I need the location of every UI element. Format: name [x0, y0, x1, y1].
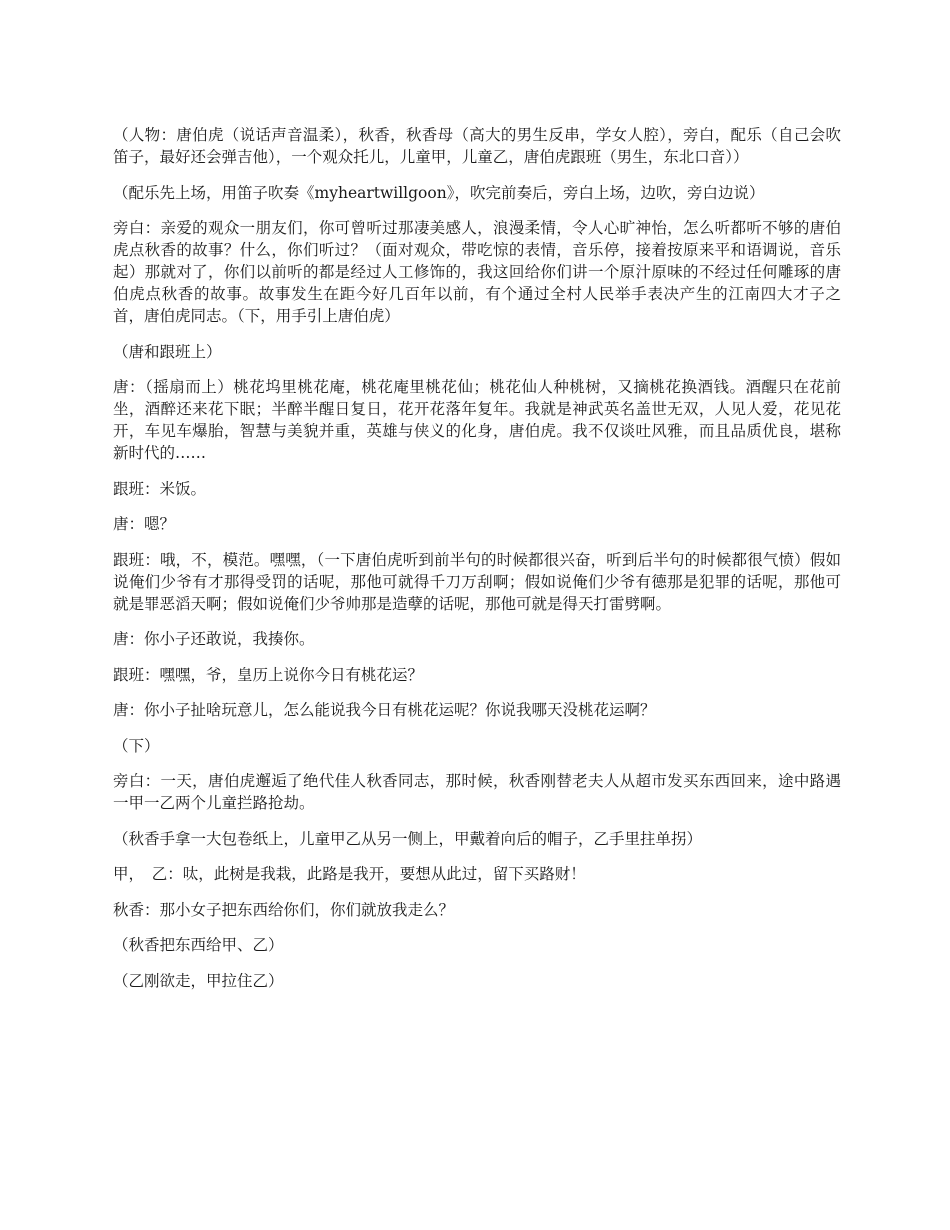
document-body [113, 124, 841, 1005]
paragraph: 唐：（摇扇而上）桃花坞里桃花庵，桃花庵里桃花仙；桃花仙人种桃树，又摘桃花换酒钱。酒醒只在花前坐，酒醉还来花下眠；半醉半醒日复日，花开花落年复年。我就是神武英名盖世无双，人见人爱，花见花开，车见车爆胎，智慧与美貌并重，英雄与侠义的化身，唐伯虎。我不仅谈吐风雅，而且品质优良，堪称新时代的…… [113, 378, 841, 462]
paragraph: （乙刚欲走，甲拉住乙） [113, 971, 284, 990]
paragraph: 旁白：一天，唐伯虎邂逅了绝代佳人秋香同志，那时候，秋香刚替老夫人从超市发买东西回来，途中路遇一甲一乙两个儿童拦路抢劫。 [113, 772, 841, 812]
paragraph: 跟班：哦，不，模范。嘿嘿，（一下唐伯虎听到前半句的时候都很兴奋，听到后半句的时候都很气愤）假如说俺们少爷有才那得受罚的话呢，那他可就得千刀万刮啊；假如说俺们少爷有德那是犯罪的话呢，那他可就是罪恶滔天啊；假如说俺们少爷帅那是造孽的话呢，那他可就是得天打雷劈啊。 [113, 550, 841, 613]
paragraph: （唐和跟班上） [113, 342, 222, 361]
paragraph: 跟班：嘿嘿，爷，皇历上说你今日有桃花运？ [113, 665, 424, 684]
paragraph: 旁白：亲爱的观众一朋友们，你可曾听过那凄美感人，浪漫柔情，令人心旷神怡，怎么听都听不够的唐伯虎点秋香的故事？什么，你们听过？（面对观众，带吃惊的表情，音乐停，接着按原来平和语调说，音乐起）那就对了，你们以前听的都是经过人工修饰的，我这回给你们讲一个原汁原味的不经过任何雕琢的唐伯虎点秋香的故事。故事发生在距今好几百年以前，有个通过全村人民举手表决产生的江南四大才子之首，唐伯虎同志。（下，用手引上唐伯虎） [113, 219, 841, 325]
paragraph: 唐：你小子还敢说，我揍你。 [113, 630, 315, 648]
paragraph: （秋香把东西给甲、乙） [113, 936, 284, 954]
paragraph: 唐：你小子扯啥玩意儿，怎么能说我今日有桃花运呢？你说我哪天没桃花运啊？ [113, 701, 656, 719]
paragraph: 秋香：那小女子把东西给你们，你们就放我走么？ [113, 900, 455, 919]
paragraph: （人物：唐伯虎（说话声音温柔），秋香，秋香母（高大的男生反串，学女人腔），旁白，配乐（自己会吹笛子，最好还会弹吉他），一个观众托儿，儿童甲，儿童乙，唐伯虎跟班（男生，东北口音）） [113, 126, 841, 166]
paragraph: （下） [113, 736, 160, 755]
paragraph: 甲， 乙：呔，此树是我栽，此路是我开，要想从此过，留下买路财！ [113, 865, 586, 883]
paragraph: 跟班：米饭。 [113, 479, 207, 498]
paragraph: （配乐先上场，用笛子吹奏《myheartwillgoon》，吹完前奏后，旁白上场，边吹，旁白边说） [113, 183, 765, 202]
paragraph: （秋香手拿一大包卷纸上，儿童甲乙从另一侧上，甲戴着向后的帽子，乙手里拄单拐） [113, 829, 703, 848]
paragraph: 唐：嗯？ [113, 515, 176, 533]
